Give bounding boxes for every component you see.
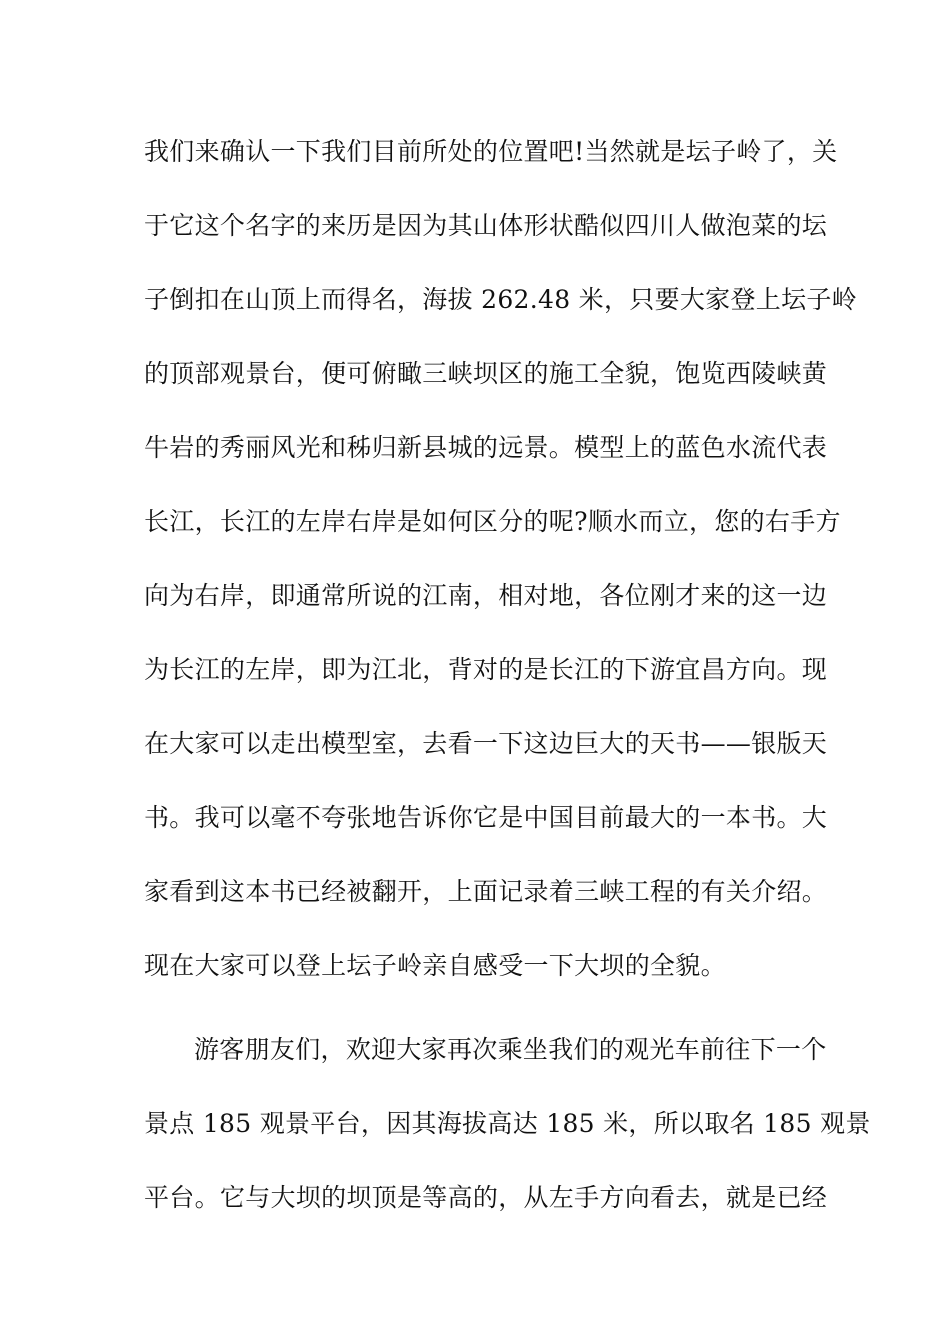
text-line: 景点 185 观景平台，因其海拔高达 185 米，所以取名 185 观景 [144, 1109, 871, 1138]
text-line: 现在大家可以登上坛子岭亲自感受一下大坝的全貌。 [144, 951, 726, 980]
text-line: 牛岩的秀丽风光和秭归新县城的远景。模型上的蓝色水流代表 [144, 433, 828, 462]
text-line: 向为右岸，即通常所说的江南，相对地，各位刚才来的这一边 [144, 581, 828, 610]
text-line: 于它这个名字的来历是因为其山体形状酷似四川人做泡菜的坛 [144, 211, 828, 240]
text-line: 游客朋友们，欢迎大家再次乘坐我们的观光车前往下一个 [194, 1035, 827, 1064]
text-line: 长江，长江的左岸右岸是如何区分的呢?顺水而立，您的右手方 [144, 507, 841, 536]
text-line: 为长江的左岸，即为江北，背对的是长江的下游宜昌方向。现 [144, 655, 828, 684]
text-line: 的顶部观景台，便可俯瞰三峡坝区的施工全貌，饱览西陵峡黄 [144, 359, 828, 388]
text-line: 平台。它与大坝的坝顶是等高的，从左手方向看去，就是已经 [144, 1183, 828, 1212]
text-line: 书。我可以毫不夸张地告诉你它是中国目前最大的一本书。大 [144, 803, 828, 832]
text-line: 子倒扣在山顶上而得名，海拔 262.48 米，只要大家登上坛子岭 [144, 285, 857, 314]
text-line: 家看到这本书已经被翻开，上面记录着三峡工程的有关介绍。 [144, 877, 828, 906]
text-line: 在大家可以走出模型室，去看一下这边巨大的天书——银版天 [144, 729, 828, 758]
text-line: 我们来确认一下我们目前所处的位置吧!当然就是坛子岭了，关 [144, 137, 838, 166]
